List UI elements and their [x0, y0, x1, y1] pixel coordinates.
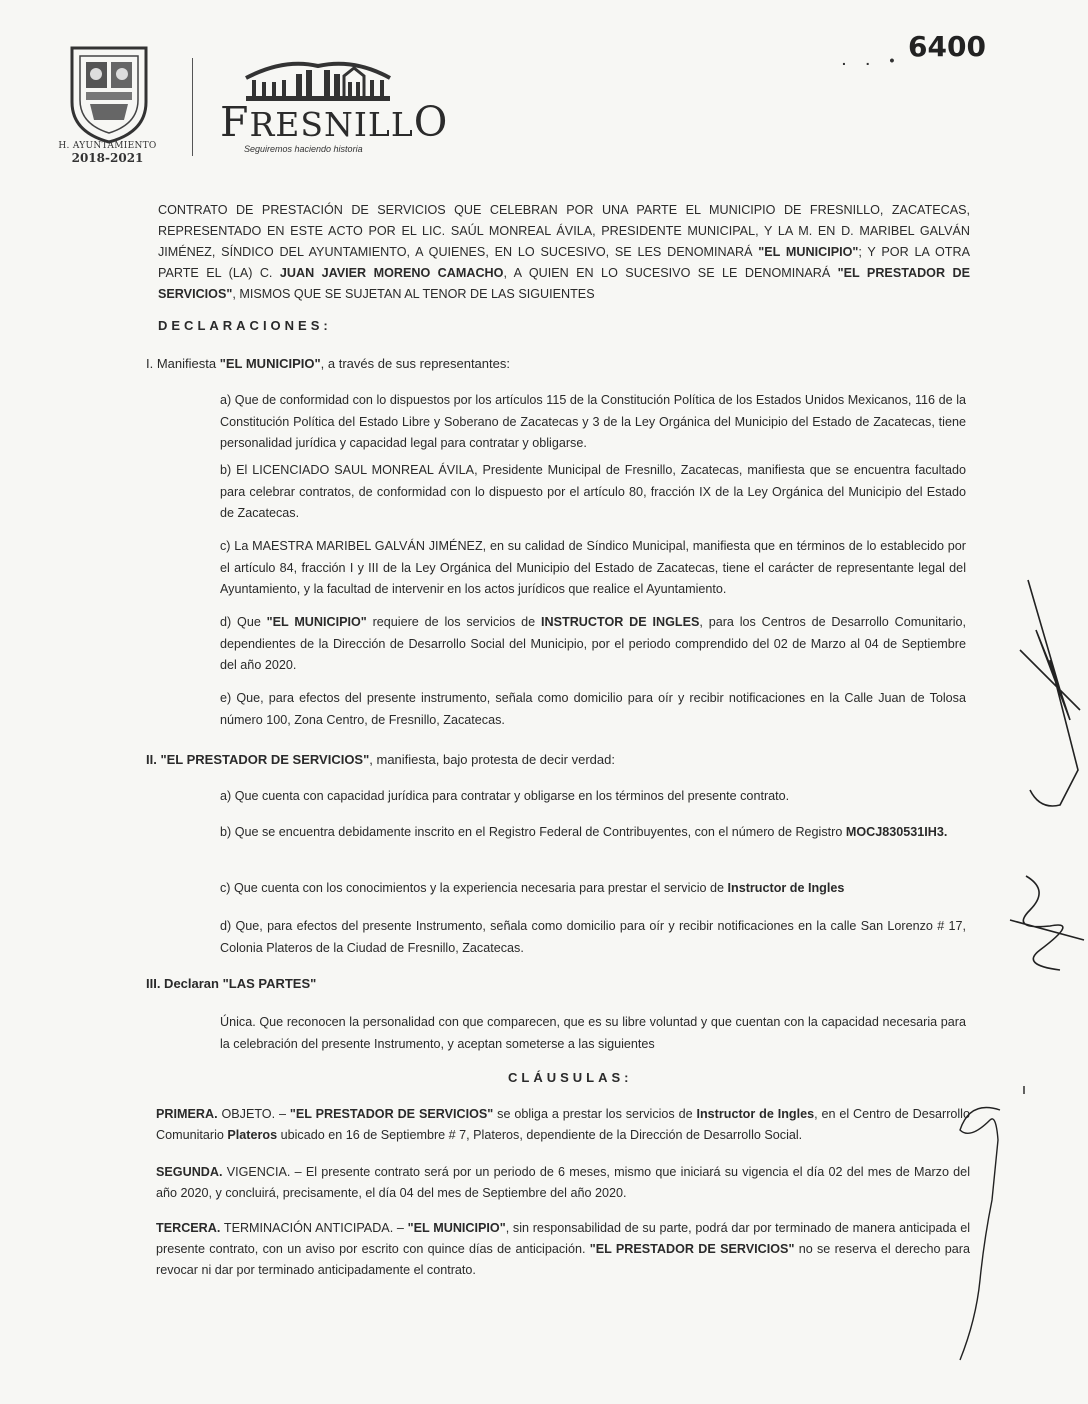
- contract-intro: [158, 200, 970, 305]
- tercera-bold-2: "EL PRESTADOR DE SERVICIOS": [589, 1242, 795, 1256]
- municipal-seal-icon: [64, 40, 154, 145]
- section-2-c-bold: Instructor de Ingles: [727, 881, 845, 895]
- section-2-c: [220, 878, 966, 900]
- primera-text-1: OBJETO. –: [217, 1107, 290, 1121]
- seal-caption-line2: 2018-2021: [71, 151, 144, 165]
- section-2-a: a) Que cuenta con capacidad jurídica para contratar y obligarse en los términos del presente contrato.: [220, 789, 790, 803]
- intro-text-4: , MISMOS QUE SE SUJETAN AL TENOR DE LAS SIGUIENTES: [232, 287, 595, 301]
- section-1-d-text-1: d) Que: [220, 615, 267, 629]
- section-1-c: c) La MAESTRA MARIBEL GALVÁN JIMÉNEZ, en su calidad de Síndico Municipal, manifiesta que en términos de lo establecido por el artículo 84, fracción I y III de la Ley Orgánica del Municipio del Estado de Zacatecas, tiene el carácter de representante legal del Ayuntamiento, y la facultad de intervenir en los actos jurídicos que realice el Ayuntamiento.: [220, 539, 966, 596]
- section-2-bold: "EL PRESTADOR DE SERVICIOS": [160, 752, 370, 767]
- intro-text-1: CONTRATO DE PRESTACIÓN DE SERVICIOS QUE CELEBRAN POR UNA PARTE EL MUNICIPIO DE FRESNILLO, ZACATECAS, REPRESENTADO EN ESTE ACTO POR EL LIC. SAÚL MONREAL ÁVILA, PRESIDENTE MUNICIPAL, Y LA M. EN D. MARIBEL GALVÁN JIMÉNEZ, SÍNDICO DEL AYUNTAMIENTO, A QUIENES, EN LO SUCESIVO, SE LES DENOMINARÁ: [158, 203, 970, 259]
- section-2-b-text: b) Que se encuentra debidamente inscrito en el Registro Federal de Contribuyentes, con el número de Registro: [220, 825, 846, 839]
- tercera-text-1: TERMINACIÓN ANTICIPADA. –: [220, 1221, 408, 1235]
- primera-bold-1: "EL PRESTADOR DE SERVICIOS": [289, 1107, 494, 1121]
- primera-text-4: ubicado en 16 de Septiembre # 7, Plateros, dependiente de la Dirección de Desarrollo Social.: [277, 1128, 803, 1142]
- section-1-d-text-3: , para los Centros de Desarrollo Comunitario, dependientes de la Dirección de Desarrollo Social del Municipio, por el periodo comprendido del 02 de Marzo al 04 de Septiembre del año 2020.: [220, 615, 967, 672]
- section-2-suffix: , manifiesta, bajo protesta de decir verdad:: [369, 752, 615, 767]
- section-2-heading: [146, 752, 615, 767]
- intro-bold-name: JUAN JAVIER MORENO CAMACHO: [279, 266, 504, 280]
- section-3-unica: Única. Que reconocen la personalidad con que comparecen, que es su libre voluntad y que cuentan con la capacidad necesaria para la celebración del presente Instrumento, y aceptan someterse a las siguientes: [220, 1015, 966, 1051]
- margin-signature-3: [940, 1080, 1030, 1370]
- primera-bold-2: Instructor de Ingles: [696, 1107, 815, 1121]
- section-3-heading: [146, 976, 316, 991]
- clausula-segunda: [156, 1162, 970, 1204]
- section-1-d: [220, 612, 966, 677]
- segunda-text: VIGENCIA. – El presente contrato será por un periodo de 6 meses, mismo que iniciará su vigencia el día 02 del mes de Marzo del año 2020, y concluirá, precisamente, el día 04 del mes de Septiembre del año 2020.: [156, 1165, 970, 1200]
- intro-bold-municipio: "EL MUNICIPIO": [758, 245, 859, 259]
- section-1-prefix: I. Manifiesta: [146, 356, 220, 371]
- logo-name-initial: F: [220, 98, 250, 146]
- seal-caption: [40, 140, 175, 164]
- section-1-bold: "EL MUNICIPIO": [219, 356, 321, 371]
- fresnillo-arch-logo-icon: [244, 56, 392, 102]
- tercera-lead: TERCERA.: [156, 1221, 221, 1235]
- folio-specks: . . •: [842, 52, 903, 68]
- tercera-text-3: no se reserva el derecho para revocar ni dar por terminado anticipadamente el contrato.: [156, 1242, 970, 1277]
- declaraciones-heading: DECLARACIONES:: [158, 318, 332, 333]
- seal-caption-line1: H. AYUNTAMIENTO: [58, 141, 157, 151]
- section-2-d: d) Que, para efectos del presente Instrumento, señala como domicilio para oír y recibir notificaciones en la calle San Lorenzo # 17, Colonia Plateros de la Ciudad de Fresnillo, Zacatecas.: [220, 919, 966, 955]
- clausula-tercera: [156, 1218, 970, 1281]
- folio-number: 6400: [908, 30, 986, 63]
- primera-text-2: se obliga a prestar los servicios de: [493, 1107, 697, 1121]
- clausula-primera: [156, 1104, 970, 1146]
- section-1-d-bold-2: INSTRUCTOR DE INGLES: [541, 615, 700, 629]
- intro-text-3: , A QUIEN EN LO SUCESIVO SE LE DENOMINARÁ: [503, 266, 838, 280]
- intro-bold-prestador: "EL PRESTADOR DE SERVICIOS": [158, 266, 970, 301]
- section-1-heading: [146, 356, 510, 371]
- tercera-text-2: , sin responsabilidad de su parte, podrá dar por terminado de manera anticipada el presente contrato, con un aviso por escrito con quince días de anticipación.: [156, 1221, 971, 1256]
- primera-text-3: , en el Centro de Desarrollo Comunitario: [156, 1107, 970, 1142]
- section-2-c-text: c) Que cuenta con los conocimientos y la experiencia necesaria para prestar el servicio de: [220, 881, 728, 895]
- section-1-d-bold-1: "EL MUNICIPIO": [266, 615, 367, 629]
- margin-signature-1: [1000, 570, 1086, 810]
- clausulas-heading: CLÁUSULAS:: [508, 1070, 633, 1085]
- section-3-bold: III. Declaran "LAS PARTES": [146, 976, 317, 991]
- section-2-b: [220, 822, 966, 844]
- section-1-b: b) El LICENCIADO SAUL MONREAL ÁVILA, Presidente Municipal de Fresnillo, Zacatecas, manifiesta que se encuentra facultado para celebrar contratos, de conformidad con lo dispuesto por el artículo 80, fracción IX de la Ley Orgánica del Municipio del Estado de Zacatecas.: [220, 463, 966, 520]
- logo-name-middle: RESNILL: [249, 105, 414, 144]
- logo-name-final: O: [413, 98, 449, 146]
- section-1-d-text-2: requiere de los servicios de: [366, 615, 542, 629]
- section-2-prefix: II.: [146, 752, 161, 767]
- header-divider: [192, 58, 193, 156]
- fresnillo-logo-name: [220, 100, 448, 147]
- margin-signature-2: [1000, 870, 1086, 980]
- rfc-number: MOCJ830531IH3.: [845, 825, 948, 839]
- primera-lead: PRIMERA.: [156, 1107, 218, 1121]
- segunda-lead: SEGUNDA.: [156, 1165, 223, 1179]
- tercera-bold-1: "EL MUNICIPIO": [407, 1221, 506, 1235]
- intro-text-2: ; Y POR LA OTRA PARTE EL (LA) C.: [158, 245, 970, 280]
- section-1-a: a) Que de conformidad con lo dispuestos por los artículos 115 de la Constitución Política de los Estados Unidos Mexicanos, 116 de la Constitución Política del Estado Libre y Soberano de Zacatecas y 3 de la Ley Orgánica del Municipio del Estado de Zacatecas, tiene personalidad jurídica y capacidad legal para contratar y obligarse.: [220, 393, 966, 450]
- section-1-suffix: , a través de sus representantes:: [320, 356, 510, 371]
- primera-bold-3: Plateros: [227, 1128, 278, 1142]
- section-1-e: e) Que, para efectos del presente instrumento, señala como domicilio para oír y recibir notificaciones en la Calle Juan de Tolosa número 100, Zona Centro, de Fresnillo, Zacatecas.: [220, 691, 966, 727]
- logo-slogan: Seguiremos haciendo historia: [244, 144, 363, 154]
